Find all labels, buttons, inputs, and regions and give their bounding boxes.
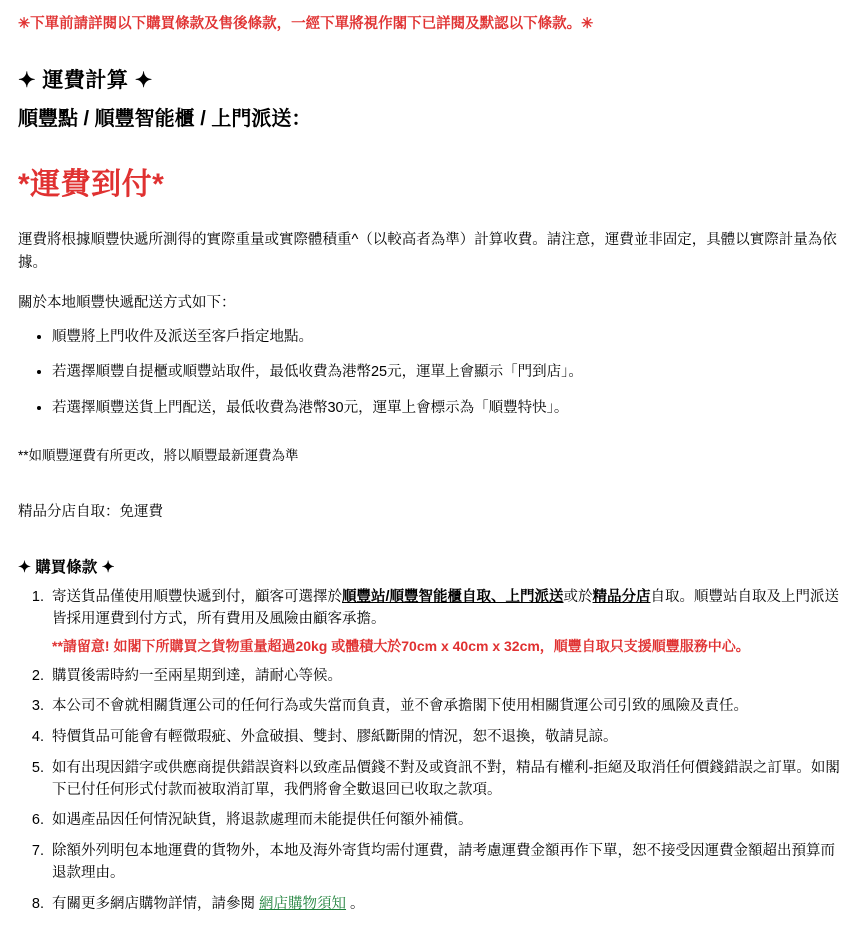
term-1-bold-2: 精品分店 [592, 589, 651, 606]
term-8-suffix: 。 [346, 895, 365, 912]
term-1-suffix: 自取。順豐站自取及上門派送皆採用運費到付方式，所有費用及風險由顧客承擔。 [52, 589, 840, 627]
term-1-subnote: **請留意! 如閣下所購買之貨物重量超過20kg 或體積大於70cm x 40cm x 32cm，順豐自取只支援順豐服務中心。 [52, 637, 750, 654]
list-item: 2. 購買後需時約一至兩星期到達，請耐心等候。 [48, 666, 843, 688]
list-item: 7. 除額外列明包本地運費的貨物外，本地及海外寄貨均需付運費，請考慮運費金額再作下單，恕不接受因運費金額超出預算而退款理由。 [48, 841, 843, 885]
shipping-method-list [18, 327, 843, 420]
terms-heading: ✦ 購買條款 ✦ [18, 559, 115, 577]
freight-payment-notice: *運費到付* [18, 168, 165, 202]
list-item: 6. 如遇產品因任何情況缺貨，將退款處理而未能提供任何額外補償。 [48, 810, 843, 832]
shipping-heading: ✦ 運費計算 ✦ [18, 69, 153, 93]
shipping-paragraph-1: 運費將根據順豐快遞所測得的實際重量或實際體積重^（以較高者為準）計算收費。請注意，運費並非固定，具體以實際計量為依據。 [18, 232, 837, 271]
list-item: • 若選擇順豐送貨上門配送，最低收費為港幣30元，運單上會標示為「順豐特快」。 [52, 398, 843, 420]
list-item: 5. 如有出現因錯字或供應商提供錯誤資料以致產品價錢不對及或資訊不對，精品有權利-拒絕及取消任何價錢錯誤之訂單。如閣下已付任何形式付款而被取消訂單，我們將會全數退回已收取之款項。 [48, 758, 843, 802]
terms-list [18, 587, 843, 915]
list-item [48, 587, 843, 657]
term-1-mid: 或於 [563, 589, 593, 606]
list-item [48, 894, 843, 916]
term-1-bold-1: 順豐站/順豐智能櫃自取、上門派送 [342, 589, 564, 606]
store-pickup-note: 精品分店自取：免運費 [18, 504, 163, 521]
list-item: 4. 特價貨品可能會有輕微瑕疵、外盒破損、雙封、膠紙斷開的情況，恕不退換，敬請見諒。 [48, 727, 843, 749]
list-item: 3. 本公司不會就相關貨運公司的任何行為或失當而負責，並不會承擔閣下使用相關貨運公司引致的風險及責任。 [48, 696, 843, 718]
term-1-prefix: 寄送貨品僅使用順豐快遞到付，顧客可選擇於 [52, 589, 342, 606]
shipping-subheading: 順豐點 / 順豐智能櫃 / 上門派送： [18, 108, 312, 131]
shopping-guide-link[interactable]: 網店購物須知 [259, 895, 347, 912]
list-item: • 若選擇順豐自提櫃或順豐站取件，最低收費為港幣25元，運單上會顯示「門到店」。 [52, 362, 843, 384]
term-8-prefix: 有關更多網店購物詳情，請參閱 [52, 895, 260, 912]
shipping-paragraph-2: 關於本地順豐快遞配送方式如下： [18, 295, 236, 312]
top-notice: ✳下單前請詳閱以下購買條款及售後條款，一經下單將視作閣下已詳閱及默認以下條款。✳ [18, 16, 594, 32]
list-item: • 順豐將上門收件及派送至客戶指定地點。 [52, 327, 843, 349]
shipping-fee-change-note: **如順豐運費有所更改，將以順豐最新運費為準 [18, 447, 299, 463]
